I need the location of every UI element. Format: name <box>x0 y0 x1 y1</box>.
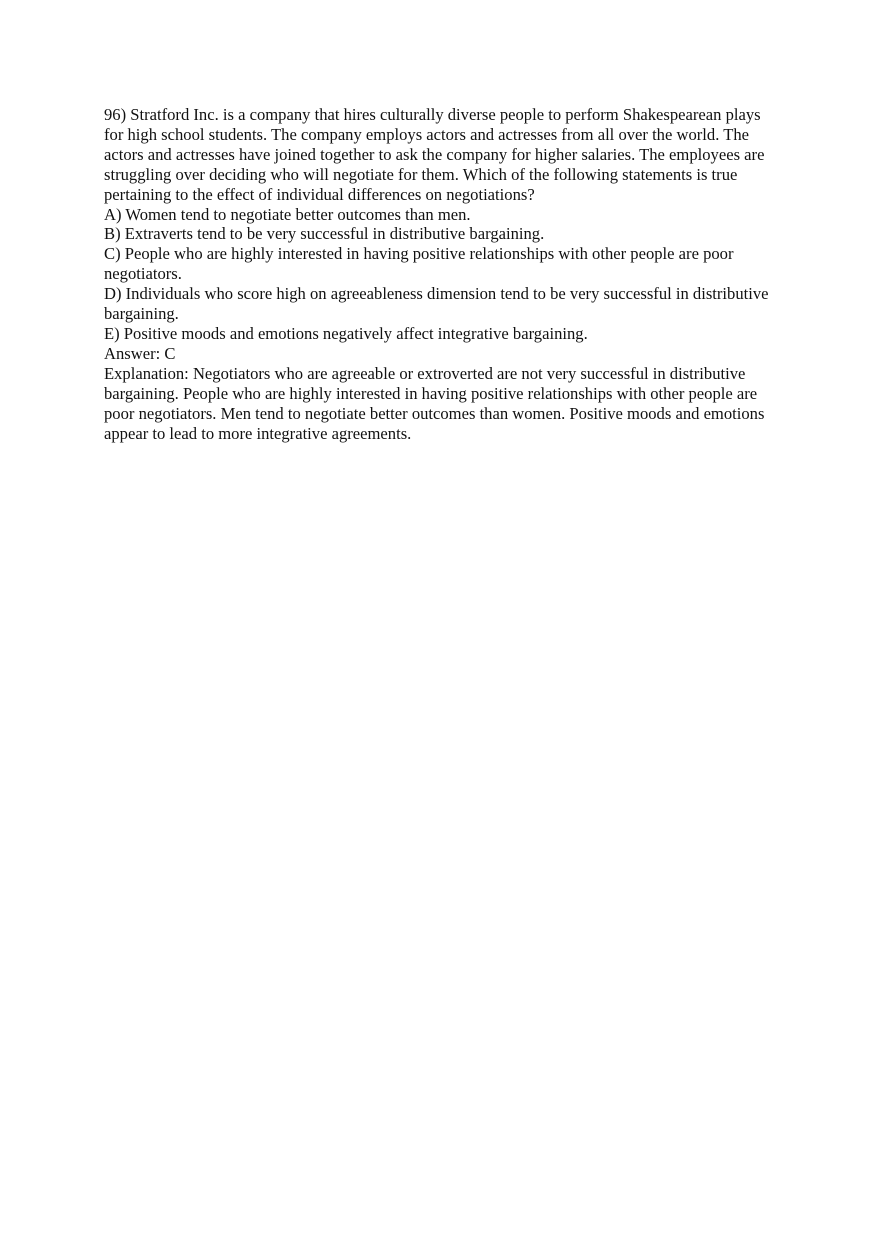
answer-line: Answer: C <box>104 343 176 363</box>
explanation-text: Explanation: Negotiators who are agreeable or extroverted are not very successful in distributive bargaining. People who are highly interested in having positive relationships with other people are poor negotiators. Men tend to negotiate better outcomes than women. Positive moods and emotions appear to lead to more integrative agreements. <box>104 363 765 443</box>
option-b: B) Extraverts tend to be very successful in distributive bargaining. <box>104 224 545 244</box>
option-d: D) Individuals who score high on agreeableness dimension tend to be very successful in distributive bargaining. <box>104 284 769 324</box>
option-c: C) People who are highly interested in having positive relationships with other people are poor negotiators. <box>104 244 734 284</box>
question-block <box>104 105 784 443</box>
question-text: 96) Stratford Inc. is a company that hires culturally diverse people to perform Shakespearean plays for high school students. The company employs actors and actresses from all over the world. The actors and actresses have joined together to ask the company for higher salaries. The employees are struggling over deciding who will negotiate for them. Which of the following statements is true pertaining to the effect of individual differences on negotiations? <box>104 105 765 204</box>
option-e: E) Positive moods and emotions negatively affect integrative bargaining. <box>104 323 588 343</box>
option-a: A) Women tend to negotiate better outcomes than men. <box>104 204 471 224</box>
